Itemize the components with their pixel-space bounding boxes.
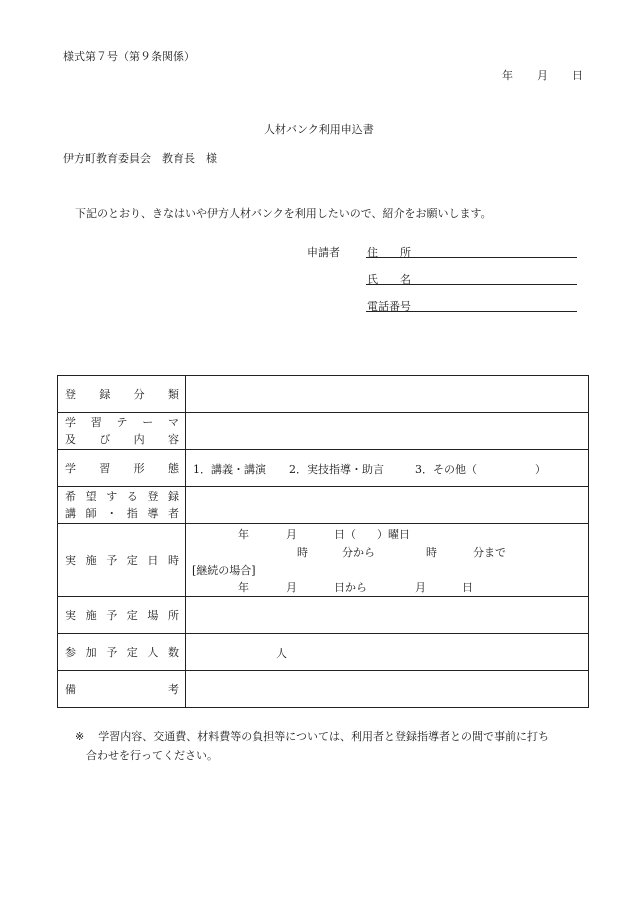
schedule-year2: 年 <box>238 581 249 594</box>
date-year-label: 年 <box>502 69 513 82</box>
instructor-field[interactable] <box>186 487 589 524</box>
format-label-char: 態 <box>167 461 179 475</box>
place-label-char: 定 <box>126 608 138 622</box>
intro-text: 下記のとおり、きなはいや伊方人材バンクを利用したいので、紹介をお願いします。 <box>75 207 492 220</box>
remarks-field[interactable] <box>186 671 589 708</box>
registration-label-char: 録 <box>99 387 111 401</box>
schedule-field[interactable] <box>186 524 589 597</box>
participants-field[interactable] <box>186 634 589 671</box>
place-label <box>58 597 186 634</box>
address-field[interactable] <box>366 257 577 258</box>
registration-label-text <box>65 386 179 403</box>
instructor-label-char: 希 <box>65 490 76 503</box>
theme-label-char: マ <box>168 416 179 429</box>
registration-category-field[interactable] <box>186 376 589 413</box>
remarks-label-char: 考 <box>168 682 179 696</box>
instructor-label-char: 録 <box>167 490 179 503</box>
row-participants <box>58 634 589 671</box>
theme-label-char: テ <box>116 416 128 429</box>
schedule-to-min: 分まで <box>473 546 506 559</box>
theme-label-char: 及 <box>65 433 76 446</box>
schedule-label-char: 実 <box>65 553 76 567</box>
theme-label-text <box>65 431 179 448</box>
instructor-label-char: 指 <box>126 507 138 520</box>
format-options <box>186 450 589 487</box>
instructor-label-char: 講 <box>65 507 76 520</box>
registration-category-label <box>58 376 186 413</box>
schedule-month: 月 <box>286 528 297 541</box>
instructor-label <box>58 487 186 524</box>
schedule-label-char: 日 <box>147 553 159 567</box>
schedule-from-day: 日から <box>334 581 367 594</box>
instructor-label-char: 導 <box>147 507 159 520</box>
instructor-label-char: 者 <box>167 507 179 520</box>
place-label-text <box>65 607 179 624</box>
schedule-day: 日（ <box>334 528 356 541</box>
participants-label <box>58 634 186 671</box>
schedule-month2: 月 <box>286 581 297 594</box>
addressee: 伊方町教育委員会 教育長 様 <box>63 152 217 165</box>
schedule-year: 年 <box>238 528 249 541</box>
registration-label-char: 類 <box>167 387 179 401</box>
name-label: 氏 名 <box>367 273 411 286</box>
schedule-day3: 日 <box>462 581 473 594</box>
phone-label: 電話番号 <box>367 300 411 313</box>
format-option-lecture[interactable]: 1．講義・講演 <box>193 463 266 476</box>
document-title: 人材バンク利用申込書 <box>264 123 374 136</box>
schedule-label-char: 時 <box>167 553 179 567</box>
remarks-label <box>58 671 186 708</box>
participants-unit: 人 <box>276 647 287 660</box>
remarks-label-char: 備 <box>65 682 76 696</box>
theme-label-char: 学 <box>65 416 76 429</box>
registration-label-char: 分 <box>133 387 145 401</box>
schedule-month3: 月 <box>415 581 426 594</box>
application-table <box>57 375 589 708</box>
instructor-label-char: 師 <box>85 507 97 520</box>
date-day-label: 日 <box>572 69 583 82</box>
theme-label <box>58 413 186 450</box>
format-label-char: 形 <box>133 461 145 475</box>
place-field[interactable] <box>186 597 589 634</box>
place-label-char: 所 <box>167 608 179 622</box>
schedule-from-min: 分から <box>342 546 375 559</box>
schedule-label <box>58 524 186 597</box>
instructor-label-char: 登 <box>147 490 159 503</box>
registration-label-char: 登 <box>65 387 76 401</box>
instructor-label-char: 望 <box>85 490 97 503</box>
participants-label-char: 人 <box>147 645 159 659</box>
participants-label-char: 数 <box>167 645 179 659</box>
footnote-line1: 学習内容、交通費、材料費等の負担等については、利用者と登録指導者との間で事前に打ち <box>98 730 549 743</box>
schedule-weekday: ）曜日 <box>377 528 410 541</box>
theme-label-text <box>65 414 179 431</box>
participants-label-char: 加 <box>85 645 97 659</box>
address-label: 住 所 <box>367 246 411 259</box>
theme-label-char: び <box>99 433 111 446</box>
footnote-line2: 合わせを行ってください。 <box>86 749 218 762</box>
participants-label-char: 定 <box>126 645 138 659</box>
theme-label-char: 容 <box>167 433 179 446</box>
footnote <box>75 727 549 765</box>
schedule-label-char: 定 <box>126 553 138 567</box>
theme-label-char: 習 <box>90 416 102 429</box>
format-label-text <box>65 460 179 477</box>
date-month-label: 月 <box>537 69 548 82</box>
row-theme <box>58 413 589 450</box>
theme-field[interactable] <box>186 413 589 450</box>
instructor-label-text <box>65 488 179 505</box>
participants-label-char: 予 <box>106 645 118 659</box>
place-label-char: 予 <box>106 608 118 622</box>
schedule-label-text <box>65 552 179 569</box>
footnote-mark: ※ <box>75 730 85 743</box>
instructor-label-char: る <box>126 490 138 503</box>
applicant-label: 申請者 <box>307 246 340 259</box>
row-schedule <box>58 524 589 597</box>
schedule-label-char: 予 <box>106 553 118 567</box>
schedule-hour: 時 <box>297 546 308 559</box>
format-label-char: 習 <box>99 461 111 475</box>
schedule-continuous-label: [継続の場合] <box>192 564 256 577</box>
instructor-label-char: す <box>106 490 118 503</box>
participants-label-char: 参 <box>65 645 76 659</box>
format-label-char: 学 <box>65 461 76 475</box>
place-label-char: 実 <box>65 608 76 622</box>
format-option-other[interactable]: 3．その他（ <box>415 463 477 476</box>
form-number: 様式第７号（第９条関係） <box>63 50 195 63</box>
participants-label-text <box>65 644 179 661</box>
format-label <box>58 450 186 487</box>
instructor-label-char: ・ <box>106 507 118 520</box>
place-label-char: 施 <box>85 608 97 622</box>
row-instructor <box>58 487 589 524</box>
theme-label-char: ー <box>142 416 154 429</box>
row-remarks <box>58 671 589 708</box>
remarks-label-text <box>65 681 179 698</box>
row-place <box>58 597 589 634</box>
phone-field[interactable] <box>366 311 577 312</box>
schedule-hour2: 時 <box>426 546 437 559</box>
instructor-label-text <box>65 505 179 522</box>
theme-label-char: 内 <box>133 433 145 446</box>
row-registration-category <box>58 376 589 413</box>
format-other-close: ） <box>535 463 546 476</box>
row-format <box>58 450 589 487</box>
name-field[interactable] <box>366 284 577 285</box>
format-option-practical[interactable]: 2．実技指導・助言 <box>289 463 384 476</box>
place-label-char: 場 <box>147 608 159 622</box>
schedule-label-char: 施 <box>85 553 97 567</box>
